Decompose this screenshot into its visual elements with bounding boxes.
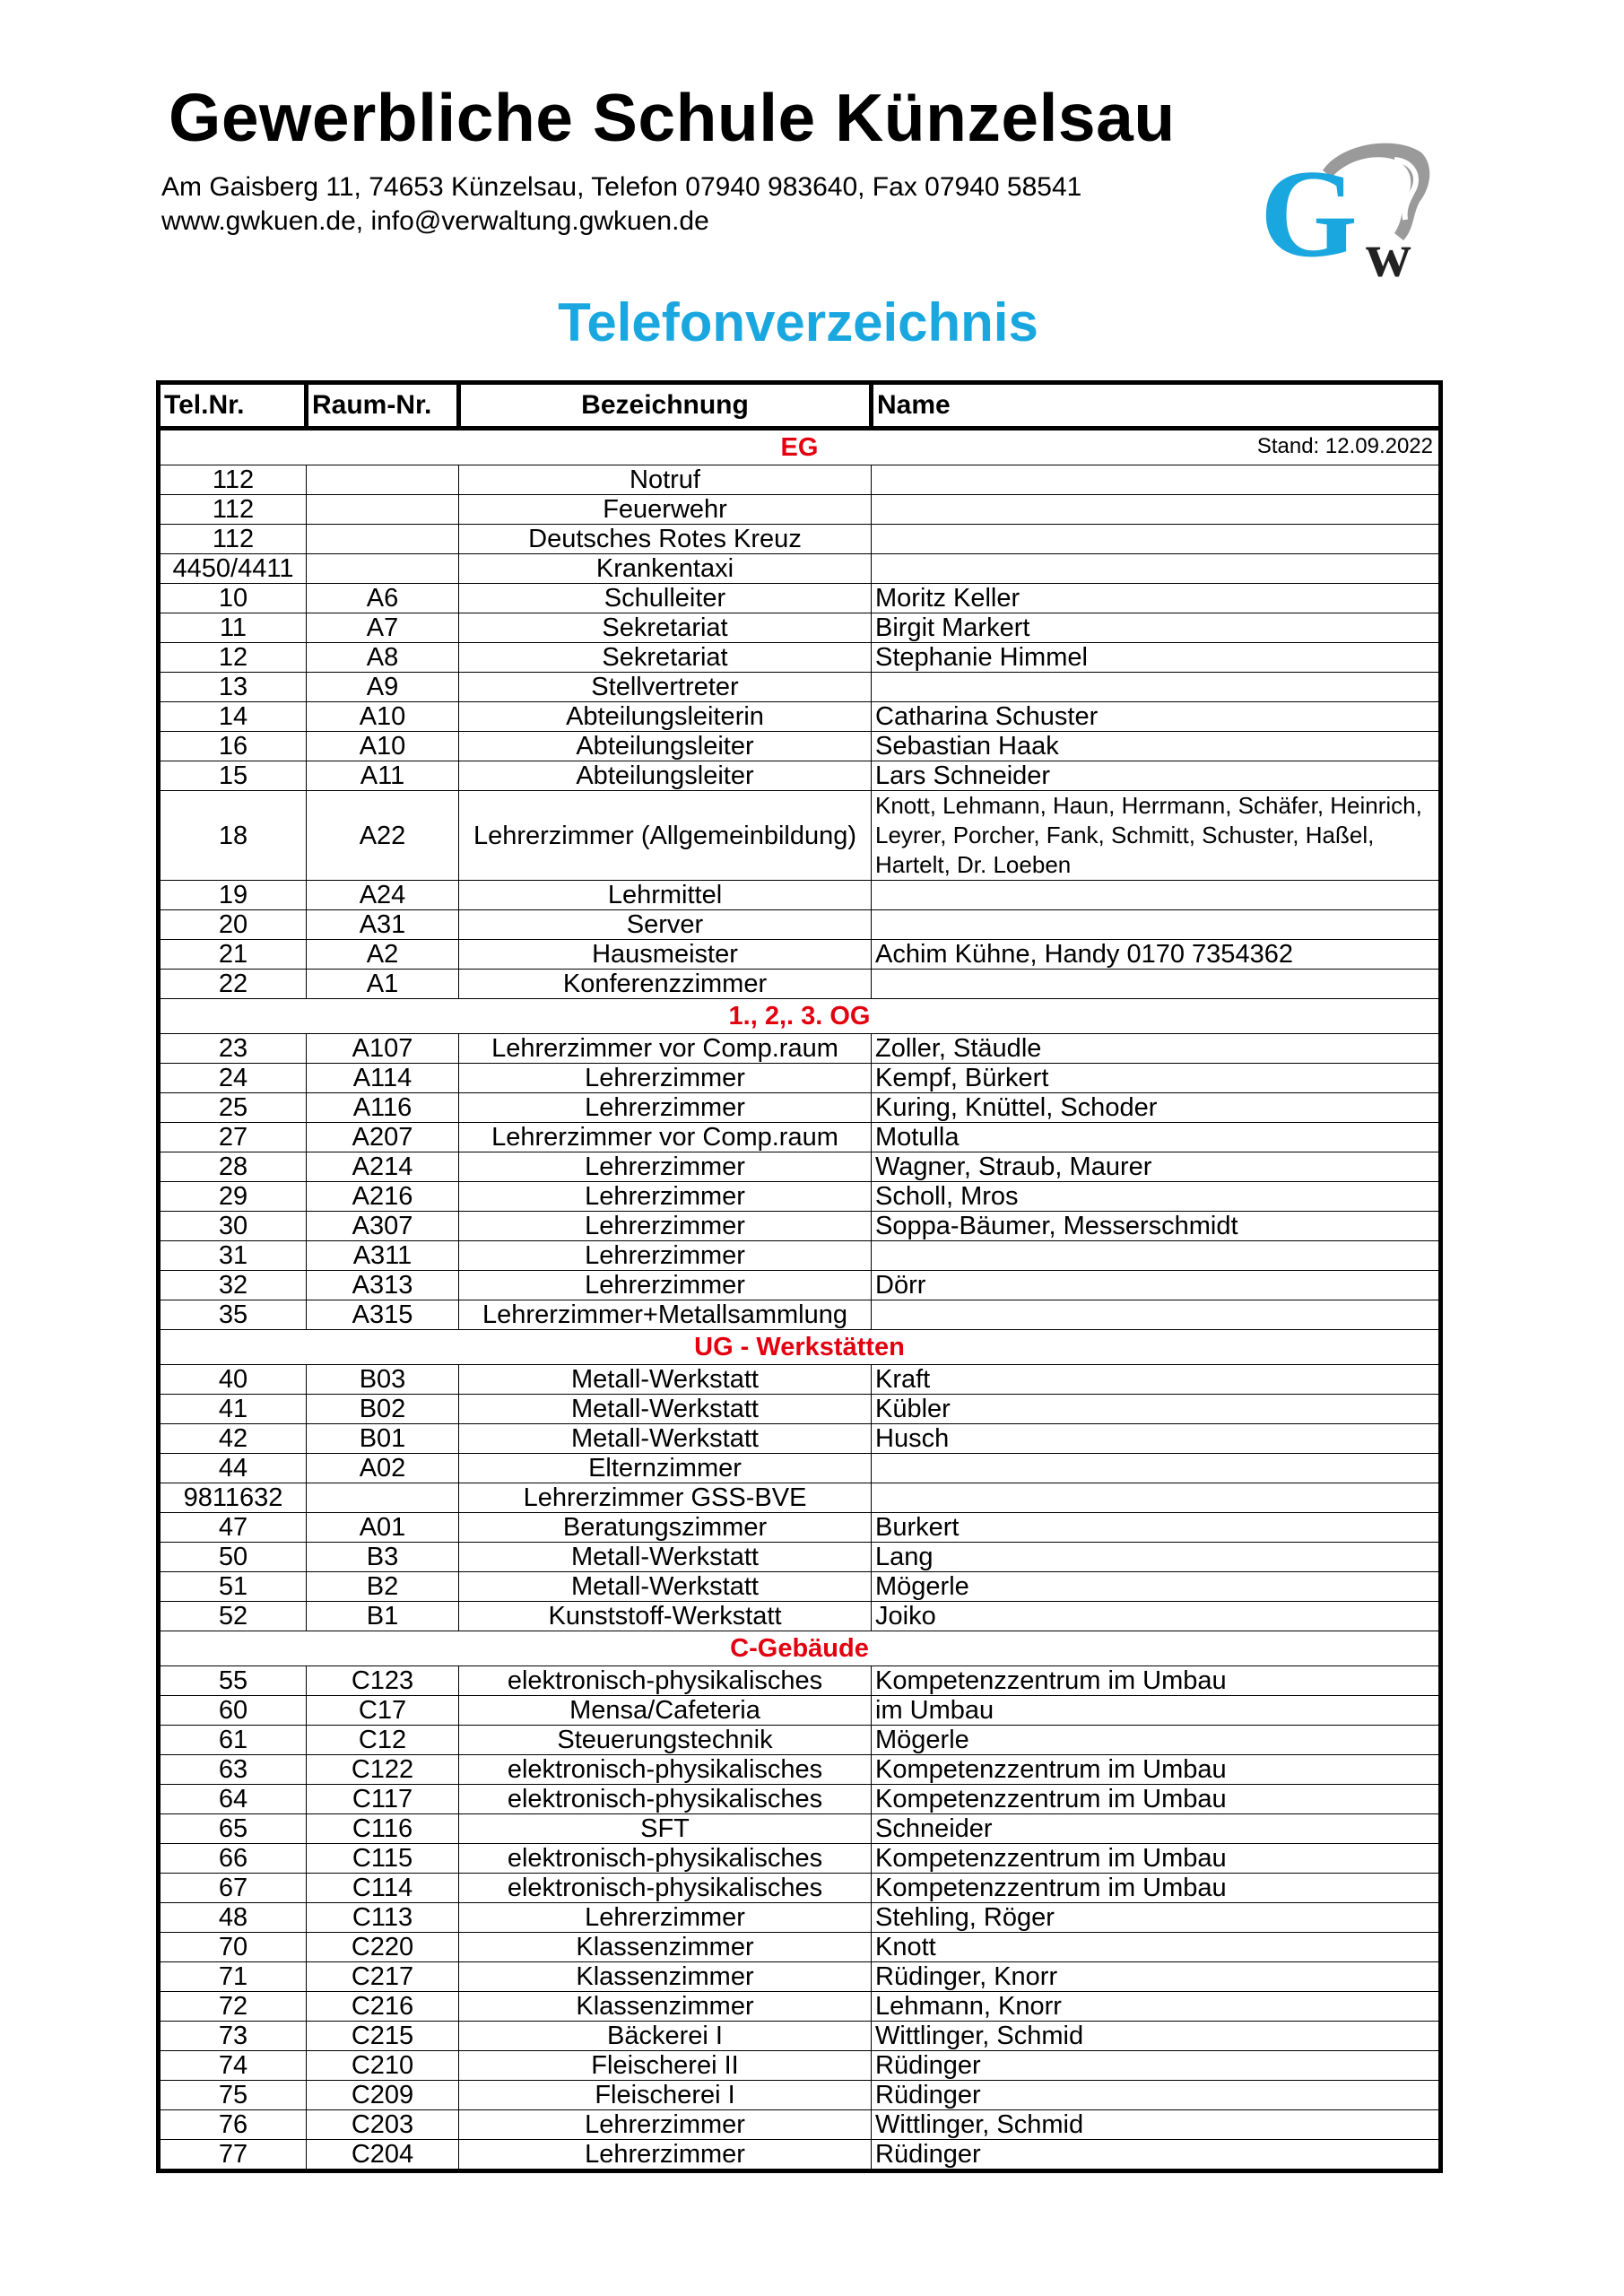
tel-cell: 55 xyxy=(159,1666,307,1696)
bezeichnung-cell: Lehrerzimmer GSS-BVE xyxy=(459,1483,872,1513)
table-row xyxy=(159,1696,1441,1726)
bezeichnung-cell: Krankentaxi xyxy=(459,554,872,584)
tel-cell: 21 xyxy=(159,940,307,970)
raum-cell: A216 xyxy=(307,1182,459,1212)
bezeichnung-cell: Metall-Werkstatt xyxy=(459,1395,872,1424)
table-row xyxy=(159,2022,1441,2051)
table-row xyxy=(159,1152,1441,1182)
name-cell: Kraft xyxy=(872,1365,1441,1395)
name-cell xyxy=(872,495,1441,525)
raum-cell: A01 xyxy=(307,1513,459,1543)
tel-cell: 31 xyxy=(159,1241,307,1271)
bezeichnung-cell: Lehrerzimmer xyxy=(459,1271,872,1300)
name-cell: Kompetenzzentrum im Umbau xyxy=(872,1755,1441,1785)
bezeichnung-cell: Lehrerzimmer xyxy=(459,1152,872,1182)
logo-letter-g: G xyxy=(1260,144,1358,278)
tel-cell: 16 xyxy=(159,732,307,761)
tel-cell: 50 xyxy=(159,1543,307,1572)
name-cell: Soppa-Bäumer, Messerschmidt xyxy=(872,1212,1441,1241)
name-cell: Kompetenzzentrum im Umbau xyxy=(872,1844,1441,1874)
raum-cell xyxy=(307,1483,459,1513)
name-cell: Kompetenzzentrum im Umbau xyxy=(872,1874,1441,1903)
name-cell xyxy=(872,910,1441,940)
tel-cell: 75 xyxy=(159,2081,307,2110)
tel-cell: 24 xyxy=(159,1064,307,1093)
address-line-1: Am Gaisberg 11, 74653 Künzelsau, Telefon 07940 983640, Fax 07940 58541 xyxy=(161,172,1082,202)
section-title xyxy=(159,999,1441,1034)
bezeichnung-cell: Konferenzzimmer xyxy=(459,970,872,999)
name-cell: Achim Kühne, Handy 0170 7354362 xyxy=(872,940,1441,970)
name-cell: Rüdinger xyxy=(872,2051,1441,2081)
tel-cell: 61 xyxy=(159,1726,307,1755)
bezeichnung-cell: Abteilungsleiter xyxy=(459,732,872,761)
raum-cell: A8 xyxy=(307,643,459,673)
name-cell: Knott, Lehmann, Haun, Herrmann, Schäfer, Heinrich, Leyrer, Porcher, Fank, Schmitt, Schuster, Haßel, Hartelt, Dr. Loeben xyxy=(872,791,1441,881)
table-row xyxy=(159,495,1441,525)
bezeichnung-cell: Lehrerzimmer xyxy=(459,1241,872,1271)
table-row xyxy=(159,2140,1441,2171)
raum-cell: C215 xyxy=(307,2022,459,2051)
bezeichnung-cell: Klassenzimmer xyxy=(459,1933,872,1962)
raum-cell: A9 xyxy=(307,673,459,702)
table-row xyxy=(159,1424,1441,1454)
tel-cell: 25 xyxy=(159,1093,307,1123)
name-cell: Rüdinger xyxy=(872,2081,1441,2110)
raum-cell: A10 xyxy=(307,732,459,761)
raum-cell: B1 xyxy=(307,1602,459,1631)
name-cell: Lars Schneider xyxy=(872,761,1441,791)
bezeichnung-cell: Lehrerzimmer (Allgemeinbildung) xyxy=(459,791,872,881)
raum-cell: C203 xyxy=(307,2110,459,2140)
bezeichnung-cell: Server xyxy=(459,910,872,940)
raum-cell: B03 xyxy=(307,1365,459,1395)
raum-cell: A6 xyxy=(307,584,459,613)
raum-cell xyxy=(307,495,459,525)
name-cell: Kuring, Knüttel, Schoder xyxy=(872,1093,1441,1123)
tel-cell: 51 xyxy=(159,1572,307,1602)
table-row xyxy=(159,1395,1441,1424)
section-title-text: C-Gebäude xyxy=(730,1634,869,1663)
section-title-text: UG - Werkstätten xyxy=(694,1333,905,1361)
section-row xyxy=(159,1330,1441,1365)
tel-cell: 74 xyxy=(159,2051,307,2081)
raum-cell: A02 xyxy=(307,1454,459,1483)
name-cell xyxy=(872,881,1441,910)
table-row xyxy=(159,613,1441,643)
name-cell xyxy=(872,525,1441,554)
stand-date: Stand: 12.09.2022 xyxy=(1256,434,1433,458)
tel-cell: 44 xyxy=(159,1454,307,1483)
name-cell xyxy=(872,1454,1441,1483)
tel-cell: 112 xyxy=(159,495,307,525)
name-cell xyxy=(872,1483,1441,1513)
table-row xyxy=(159,525,1441,554)
name-cell: Sebastian Haak xyxy=(872,732,1441,761)
table-row xyxy=(159,673,1441,702)
raum-cell: A311 xyxy=(307,1241,459,1271)
raum-cell: C204 xyxy=(307,2140,459,2171)
raum-cell: A31 xyxy=(307,910,459,940)
table-row xyxy=(159,1365,1441,1395)
table-row xyxy=(159,1212,1441,1241)
raum-cell: B2 xyxy=(307,1572,459,1602)
tel-cell: 40 xyxy=(159,1365,307,1395)
bezeichnung-cell: Lehrerzimmer vor Comp.raum xyxy=(459,1034,872,1064)
table-row xyxy=(159,2081,1441,2110)
name-cell: Wittlinger, Schmid xyxy=(872,2110,1441,2140)
table-row xyxy=(159,1543,1441,1572)
bezeichnung-cell: Stellvertreter xyxy=(459,673,872,702)
tel-cell: 72 xyxy=(159,1992,307,2022)
name-cell: Knott xyxy=(872,1933,1441,1962)
name-cell: Burkert xyxy=(872,1513,1441,1543)
name-cell: Zoller, Stäudle xyxy=(872,1034,1441,1064)
bezeichnung-cell: Lehrerzimmer xyxy=(459,1093,872,1123)
tel-cell: 30 xyxy=(159,1212,307,1241)
raum-cell: C209 xyxy=(307,2081,459,2110)
raum-cell: A107 xyxy=(307,1034,459,1064)
tel-cell: 41 xyxy=(159,1395,307,1424)
bezeichnung-cell: Lehrerzimmer+Metallsammlung xyxy=(459,1300,872,1330)
name-cell: Stephanie Himmel xyxy=(872,643,1441,673)
bezeichnung-cell: Metall-Werkstatt xyxy=(459,1365,872,1395)
raum-cell xyxy=(307,525,459,554)
name-cell: Lang xyxy=(872,1543,1441,1572)
table-row xyxy=(159,1844,1441,1874)
tel-cell: 66 xyxy=(159,1844,307,1874)
tel-cell: 64 xyxy=(159,1785,307,1814)
name-cell: Rüdinger, Knorr xyxy=(872,1962,1441,1992)
tel-cell: 13 xyxy=(159,673,307,702)
name-cell: Moritz Keller xyxy=(872,584,1441,613)
raum-cell: A114 xyxy=(307,1064,459,1093)
document-title: Telefonverzeichnis xyxy=(558,292,1038,352)
bezeichnung-cell: Lehrerzimmer xyxy=(459,2110,872,2140)
name-cell: Dörr xyxy=(872,1271,1441,1300)
tel-cell: 32 xyxy=(159,1271,307,1300)
raum-cell: A22 xyxy=(307,791,459,881)
table-row xyxy=(159,1666,1441,1696)
raum-cell: A313 xyxy=(307,1271,459,1300)
table-row xyxy=(159,881,1441,910)
bezeichnung-cell: Fleischerei I xyxy=(459,2081,872,2110)
tel-cell: 42 xyxy=(159,1424,307,1454)
tel-cell: 48 xyxy=(159,1903,307,1933)
raum-cell: C220 xyxy=(307,1933,459,1962)
column-header-tel: Tel.Nr. xyxy=(159,383,307,429)
name-cell: Wittlinger, Schmid xyxy=(872,2022,1441,2051)
raum-cell: C216 xyxy=(307,1992,459,2022)
name-cell xyxy=(872,970,1441,999)
table-row xyxy=(159,584,1441,613)
raum-cell xyxy=(307,554,459,584)
name-cell: Scholl, Mros xyxy=(872,1182,1441,1212)
table-row xyxy=(159,1874,1441,1903)
raum-cell: C17 xyxy=(307,1696,459,1726)
bezeichnung-cell: elektronisch-physikalisches xyxy=(459,1844,872,1874)
table-row xyxy=(159,732,1441,761)
tel-cell: 20 xyxy=(159,910,307,940)
raum-cell: C113 xyxy=(307,1903,459,1933)
bezeichnung-cell: Sekretariat xyxy=(459,643,872,673)
bezeichnung-cell: Metall-Werkstatt xyxy=(459,1572,872,1602)
table-row xyxy=(159,1093,1441,1123)
table-row xyxy=(159,1785,1441,1814)
raum-cell: C114 xyxy=(307,1874,459,1903)
bezeichnung-cell: Fleischerei II xyxy=(459,2051,872,2081)
raum-cell: C123 xyxy=(307,1666,459,1696)
name-cell xyxy=(872,1300,1441,1330)
name-cell: Lehmann, Knorr xyxy=(872,1992,1441,2022)
table-row xyxy=(159,1241,1441,1271)
tel-cell: 9811632 xyxy=(159,1483,307,1513)
tel-cell: 27 xyxy=(159,1123,307,1152)
table-row xyxy=(159,2051,1441,2081)
table-row xyxy=(159,702,1441,732)
bezeichnung-cell: Deutsches Rotes Kreuz xyxy=(459,525,872,554)
name-cell: Kompetenzzentrum im Umbau xyxy=(872,1666,1441,1696)
table-row xyxy=(159,1034,1441,1064)
bezeichnung-cell: Notruf xyxy=(459,465,872,495)
tel-cell: 63 xyxy=(159,1755,307,1785)
raum-cell: C117 xyxy=(307,1785,459,1814)
bezeichnung-cell: Metall-Werkstatt xyxy=(459,1424,872,1454)
bezeichnung-cell: Kunststoff-Werkstatt xyxy=(459,1602,872,1631)
bezeichnung-cell: Klassenzimmer xyxy=(459,1962,872,1992)
name-cell: Schneider xyxy=(872,1814,1441,1844)
address-line-2: www.gwkuen.de, info@verwaltung.gwkuen.de xyxy=(161,206,709,236)
bezeichnung-cell: elektronisch-physikalisches xyxy=(459,1666,872,1696)
name-cell xyxy=(872,673,1441,702)
name-cell: Kübler xyxy=(872,1395,1441,1424)
tel-cell: 76 xyxy=(159,2110,307,2140)
tel-cell: 73 xyxy=(159,2022,307,2051)
raum-cell: C217 xyxy=(307,1962,459,1992)
name-cell: Rüdinger xyxy=(872,2140,1441,2171)
tel-cell: 47 xyxy=(159,1513,307,1543)
raum-cell: A24 xyxy=(307,881,459,910)
name-cell: Motulla xyxy=(872,1123,1441,1152)
tel-cell: 60 xyxy=(159,1696,307,1726)
table-row xyxy=(159,1271,1441,1300)
raum-cell: A315 xyxy=(307,1300,459,1330)
tel-cell: 15 xyxy=(159,761,307,791)
tel-cell: 112 xyxy=(159,525,307,554)
section-title xyxy=(159,1631,1441,1666)
table-row xyxy=(159,2110,1441,2140)
name-cell: Wagner, Straub, Maurer xyxy=(872,1152,1441,1182)
name-cell: Birgit Markert xyxy=(872,613,1441,643)
bezeichnung-cell: Klassenzimmer xyxy=(459,1992,872,2022)
name-cell: Kompetenzzentrum im Umbau xyxy=(872,1785,1441,1814)
raum-cell: A1 xyxy=(307,970,459,999)
raum-cell: C122 xyxy=(307,1755,459,1785)
tel-cell: 112 xyxy=(159,465,307,495)
raum-cell: A207 xyxy=(307,1123,459,1152)
bezeichnung-cell: Lehrerzimmer vor Comp.raum xyxy=(459,1123,872,1152)
column-header-raum: Raum-Nr. xyxy=(307,383,459,429)
table-row xyxy=(159,1123,1441,1152)
name-cell: Catharina Schuster xyxy=(872,702,1441,732)
table-row xyxy=(159,1182,1441,1212)
bezeichnung-cell: Lehrerzimmer xyxy=(459,1903,872,1933)
raum-cell: A214 xyxy=(307,1152,459,1182)
bezeichnung-cell: Lehrmittel xyxy=(459,881,872,910)
raum-cell: B02 xyxy=(307,1395,459,1424)
bezeichnung-cell: Elternzimmer xyxy=(459,1454,872,1483)
tel-cell: 10 xyxy=(159,584,307,613)
tel-cell: 71 xyxy=(159,1962,307,1992)
section-title xyxy=(159,429,1441,465)
tel-cell: 77 xyxy=(159,2140,307,2171)
table-row xyxy=(159,1300,1441,1330)
tel-cell: 35 xyxy=(159,1300,307,1330)
table-row xyxy=(159,791,1441,881)
table-row xyxy=(159,1454,1441,1483)
tel-cell: 67 xyxy=(159,1874,307,1903)
table-row xyxy=(159,1513,1441,1543)
bezeichnung-cell: Abteilungsleiter xyxy=(459,761,872,791)
bezeichnung-cell: Metall-Werkstatt xyxy=(459,1543,872,1572)
raum-cell: A7 xyxy=(307,613,459,643)
bezeichnung-cell: Lehrerzimmer xyxy=(459,1212,872,1241)
raum-cell: B3 xyxy=(307,1543,459,1572)
name-cell: im Umbau xyxy=(872,1696,1441,1726)
bezeichnung-cell: Lehrerzimmer xyxy=(459,1182,872,1212)
phone-directory-table xyxy=(156,380,1443,2173)
table-row xyxy=(159,465,1441,495)
bezeichnung-cell: Steuerungstechnik xyxy=(459,1726,872,1755)
logo-letter-w: w xyxy=(1366,222,1411,278)
table-header-row xyxy=(159,383,1441,429)
raum-cell: A11 xyxy=(307,761,459,791)
tel-cell: 70 xyxy=(159,1933,307,1962)
school-logo xyxy=(1260,135,1439,278)
column-header-bezeichnung: Bezeichnung xyxy=(459,383,872,429)
table-row xyxy=(159,1064,1441,1093)
raum-cell xyxy=(307,465,459,495)
bezeichnung-cell: Feuerwehr xyxy=(459,495,872,525)
bezeichnung-cell: Beratungszimmer xyxy=(459,1513,872,1543)
tel-cell: 23 xyxy=(159,1034,307,1064)
table-body xyxy=(159,429,1441,2171)
table-row xyxy=(159,1726,1441,1755)
bezeichnung-cell: Mensa/Cafeteria xyxy=(459,1696,872,1726)
tel-cell: 22 xyxy=(159,970,307,999)
bezeichnung-cell: Sekretariat xyxy=(459,613,872,643)
bezeichnung-cell: Schulleiter xyxy=(459,584,872,613)
tel-cell: 29 xyxy=(159,1182,307,1212)
column-header-name: Name xyxy=(872,383,1441,429)
tel-cell: 28 xyxy=(159,1152,307,1182)
raum-cell: B01 xyxy=(307,1424,459,1454)
table-row xyxy=(159,1962,1441,1992)
section-title xyxy=(159,1330,1441,1365)
table-row xyxy=(159,1483,1441,1513)
name-cell: Kempf, Bürkert xyxy=(872,1064,1441,1093)
name-cell: Stehling, Röger xyxy=(872,1903,1441,1933)
name-cell: Mögerle xyxy=(872,1726,1441,1755)
raum-cell: A10 xyxy=(307,702,459,732)
tel-cell: 18 xyxy=(159,791,307,881)
table-row xyxy=(159,1602,1441,1631)
section-title-text: EG xyxy=(780,433,819,462)
name-cell: Mögerle xyxy=(872,1572,1441,1602)
table-row xyxy=(159,1933,1441,1962)
raum-cell: A307 xyxy=(307,1212,459,1241)
tel-cell: 12 xyxy=(159,643,307,673)
raum-cell: C116 xyxy=(307,1814,459,1844)
section-row xyxy=(159,429,1441,465)
raum-cell: C210 xyxy=(307,2051,459,2081)
bezeichnung-cell: Bäckerei I xyxy=(459,2022,872,2051)
table-row xyxy=(159,1814,1441,1844)
bezeichnung-cell: Abteilungsleiterin xyxy=(459,702,872,732)
tel-cell: 19 xyxy=(159,881,307,910)
bezeichnung-cell: Hausmeister xyxy=(459,940,872,970)
table-row xyxy=(159,643,1441,673)
raum-cell: C12 xyxy=(307,1726,459,1755)
bezeichnung-cell: elektronisch-physikalisches xyxy=(459,1785,872,1814)
raum-cell: A116 xyxy=(307,1093,459,1123)
school-address xyxy=(161,170,1081,239)
bezeichnung-cell: Lehrerzimmer xyxy=(459,1064,872,1093)
table-row xyxy=(159,1903,1441,1933)
tel-cell: 11 xyxy=(159,613,307,643)
table-row xyxy=(159,1992,1441,2022)
tel-cell: 65 xyxy=(159,1814,307,1844)
tel-cell: 4450/4411 xyxy=(159,554,307,584)
table-row xyxy=(159,1572,1441,1602)
section-title-text: 1., 2,. 3. OG xyxy=(728,1002,871,1031)
school-name: Gewerbliche Schule Künzelsau xyxy=(169,80,1176,155)
table-row xyxy=(159,970,1441,999)
table-row xyxy=(159,554,1441,584)
table-row xyxy=(159,761,1441,791)
name-cell xyxy=(872,465,1441,495)
raum-cell: A2 xyxy=(307,940,459,970)
bezeichnung-cell: SFT xyxy=(459,1814,872,1844)
tel-cell: 14 xyxy=(159,702,307,732)
name-cell: Joiko xyxy=(872,1602,1441,1631)
section-row xyxy=(159,999,1441,1034)
name-cell xyxy=(872,554,1441,584)
table-row xyxy=(159,940,1441,970)
bezeichnung-cell: elektronisch-physikalisches xyxy=(459,1755,872,1785)
name-cell xyxy=(872,1241,1441,1271)
name-cell: Husch xyxy=(872,1424,1441,1454)
table-row xyxy=(159,910,1441,940)
bezeichnung-cell: Lehrerzimmer xyxy=(459,2140,872,2171)
raum-cell: C115 xyxy=(307,1844,459,1874)
bezeichnung-cell: elektronisch-physikalisches xyxy=(459,1874,872,1903)
table-row xyxy=(159,1755,1441,1785)
tel-cell: 52 xyxy=(159,1602,307,1631)
section-row xyxy=(159,1631,1441,1666)
